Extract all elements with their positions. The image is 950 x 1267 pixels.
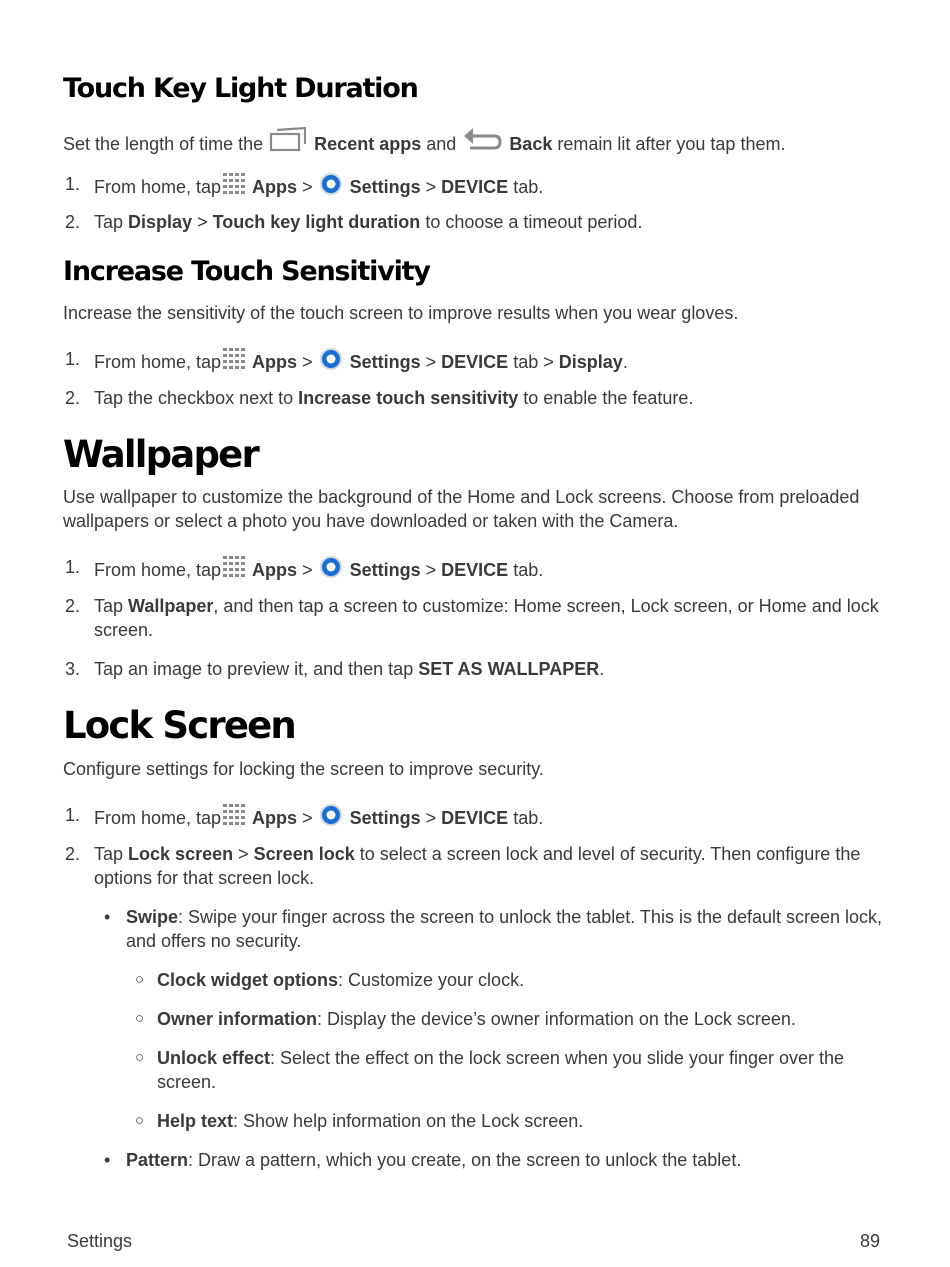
lock-screen-heading: Lock Screen	[63, 704, 295, 747]
sub-bullet-unlock-effect: ○ Unlock effect: Select the effect on the lock screen when you slide your finger over the screen.	[135, 1048, 845, 1092]
sensitivity-step-1: 1. From home, tap Apps > Settings > DEVICE tab > Display.	[65, 349, 628, 372]
bullet-swipe: • Swipe: Swipe your finger across the screen to unlock the tablet. This is the default screen lock, and offers no security.	[104, 907, 883, 951]
back-icon	[462, 126, 502, 152]
wallpaper-step-2: 2. Tap Wallpaper, and then tap a screen to customize: Home screen, Lock screen, or Home and lock screen.	[65, 596, 879, 640]
wallpaper-intro: Use wallpaper to customize the background of the Home and Lock screens. Choose from preloaded wallpapers or select a photo you have downloaded or taken with the Camera.	[63, 487, 860, 531]
wallpaper-step-3: 3. Tap an image to preview it, and then tap SET AS WALLPAPER.	[65, 659, 605, 679]
footer-section-name: Settings	[67, 1231, 133, 1251]
lock-screen-intro: Configure settings for locking the screen to improve security.	[63, 759, 544, 779]
recent-apps-icon	[269, 126, 307, 152]
sensitivity-intro: Increase the sensitivity of the touch screen to improve results when you wear gloves.	[63, 303, 739, 323]
settings-gear-icon	[319, 347, 343, 371]
touch-key-intro: Set the length of time the Recent apps and Back remain lit after you tap them.	[63, 126, 883, 156]
touch-key-step-2: 2. Tap Display > Touch key light duration to choose a timeout period.	[65, 212, 643, 232]
apps-grid-icon	[222, 172, 250, 196]
sensitivity-heading: Increase Touch Sensitivity	[63, 256, 430, 287]
bullet-pattern: • Pattern: Draw a pattern, which you create, on the screen to unlock the tablet.	[104, 1150, 742, 1170]
footer-page-number: 89	[859, 1231, 880, 1251]
settings-gear-icon	[319, 555, 343, 579]
sub-bullet-clock-widget: ○ Clock widget options: Customize your clock.	[135, 970, 525, 990]
apps-grid-icon	[222, 347, 250, 371]
lock-step-2: 2. Tap Lock screen > Screen lock to select a screen lock and level of security. Then configure the options for that screen lock.	[65, 844, 861, 888]
settings-gear-icon	[319, 172, 343, 196]
sensitivity-step-2: 2. Tap the checkbox next to Increase touch sensitivity to enable the feature.	[65, 388, 694, 408]
lock-step-1: 1. From home, tap Apps > Settings > DEVICE tab.	[65, 805, 544, 828]
wallpaper-step-1: 1. From home, tap Apps > Settings > DEVICE tab.	[65, 557, 544, 580]
touch-key-heading: Touch Key Light Duration	[63, 73, 418, 104]
apps-grid-icon	[222, 803, 250, 827]
sub-bullet-owner-info: ○ Owner information: Display the device’s owner information on the Lock screen.	[135, 1009, 796, 1029]
settings-gear-icon	[319, 803, 343, 827]
apps-grid-icon	[222, 555, 250, 579]
sub-bullet-help-text: ○ Help text: Show help information on the Lock screen.	[135, 1111, 584, 1131]
touch-key-step-1: 1. From home, tap Apps > Settings > DEVICE tab.	[65, 174, 544, 197]
wallpaper-heading: Wallpaper	[63, 433, 258, 476]
